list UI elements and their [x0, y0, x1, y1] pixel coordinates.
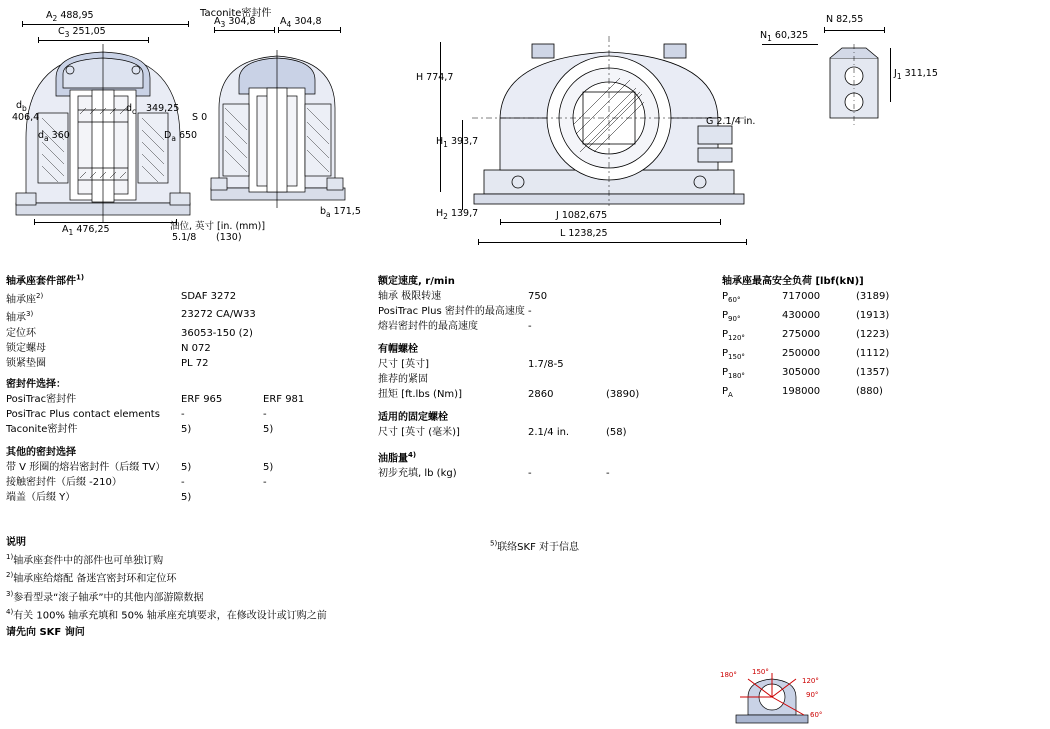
- oil-level-mm: (130): [216, 232, 242, 243]
- dim-A4: $A_4$ 304,8: [280, 16, 322, 29]
- dim-H2: $H_2$ 139,7: [436, 208, 479, 221]
- components-title: 轴承座套件部件$^{1)}$: [6, 273, 85, 287]
- table-row: PosiTrac Plus 密封件的最高速度 -: [378, 306, 532, 317]
- dimline-J: [500, 222, 720, 223]
- table-row: 扭矩 [ft.lbs (Nm)] 2860 (3890): [378, 389, 640, 400]
- notes-block: [6, 535, 327, 640]
- table-row: 接触密封件（后缀 -210） - -: [6, 476, 267, 488]
- table-row: $P_{90^\circ}$ 430000 (1913): [722, 310, 890, 323]
- angle-label-60: 60°: [810, 711, 823, 719]
- dimline-A2: [22, 24, 188, 25]
- dimline-N: [824, 30, 884, 31]
- table-row: 油脂量$^{4)}$: [378, 451, 417, 465]
- table-row: 熔岩密封件的最高速度 -: [378, 321, 532, 332]
- drawings-area: [0, 0, 1050, 262]
- table-row: 轴承 极限转速 750: [378, 291, 548, 302]
- footnote-5: $^{5)}$联络SKF 对于信息: [490, 539, 580, 553]
- dim-N: N 82,55: [826, 14, 864, 25]
- tick: [340, 27, 341, 33]
- table-row: 锁定螺母 N 072: [6, 342, 211, 354]
- table-row: $P_{60^\circ}$ 717000 (3189): [722, 291, 890, 304]
- table-row: 端盖（后缀 Y） 5): [6, 491, 192, 503]
- dim-C3: $C_3$ 251,05: [58, 26, 106, 39]
- dimline-A4: [278, 30, 340, 31]
- dim-H: H 774,7: [416, 72, 454, 83]
- mid-section-drawing: [205, 38, 350, 228]
- oil-level-inch: 5.1/8: [172, 232, 197, 243]
- tick: [38, 37, 39, 43]
- components-rows: [6, 290, 343, 506]
- table-row: 锁紧垫圈 PL 72: [6, 357, 209, 369]
- dim-S: S 0: [192, 112, 208, 123]
- note-item: $^{4)}$有关 100% 轴承充填和 50% 轴承座充填要求，在修改设计或订购之前: [6, 607, 327, 622]
- dim-J1: $J_1$ 311,15: [894, 68, 938, 81]
- table-row: PosiTrac Plus contact elements - -: [6, 408, 267, 420]
- ratings-table: [378, 272, 688, 482]
- tick: [22, 21, 23, 27]
- label-taconite-seal: Taconite密封件: [200, 8, 272, 19]
- notes-title: 说明: [6, 537, 26, 548]
- table-row: Taconite密封件 5) 5): [6, 423, 274, 435]
- tick: [34, 219, 35, 225]
- dim-L: L 1238,25: [560, 228, 608, 239]
- dim-dc-value: 349,25: [146, 103, 180, 114]
- table-row: 推荐的紧固: [378, 374, 428, 385]
- table-row: 尺寸 [英寸] 1.7/8-5: [378, 359, 564, 370]
- angle-label-180: 180°: [720, 671, 737, 679]
- dim-A3: $A_3$ 304,8: [214, 16, 256, 29]
- tick: [720, 219, 721, 225]
- speed-rows: [378, 290, 666, 482]
- table-row: $P_{180^\circ}$ 305000 (1357): [722, 367, 890, 380]
- dim-J: J 1082,675: [556, 210, 608, 221]
- dim-Da: $D_a$ 650: [164, 130, 198, 143]
- table-row: 尺寸 [英寸 (毫米)] 2.1/4 in. (58): [378, 427, 627, 438]
- dim-da: $d_a$ 360: [38, 130, 70, 143]
- dim-db-value: 406,4: [12, 112, 40, 123]
- components-table: [6, 272, 366, 506]
- dim-H1: $H_1$ 393,7: [436, 136, 479, 149]
- table-row: 带 V 形圈的熔岩密封件（后缀 TV） 5) 5): [6, 461, 274, 473]
- dimline-A3: [214, 30, 274, 31]
- dimline-H2: [462, 180, 463, 210]
- speed-title: 额定速度, r/min: [378, 276, 455, 287]
- table-row: $P_{120^\circ}$ 275000 (1223): [722, 329, 890, 342]
- dim-A2: $A_2$ 488,95: [46, 10, 94, 23]
- dimline-C3: [38, 40, 148, 41]
- dim-N1: $N_1$ 60,325: [760, 30, 809, 43]
- dim-G: G 2.1/4 in.: [706, 116, 756, 127]
- table-row: PosiTrac密封件 ERF 965 ERF 981: [6, 393, 305, 405]
- tick: [478, 239, 479, 245]
- tick: [884, 27, 885, 33]
- dim-dc: $d_c$: [126, 103, 137, 116]
- load-angle-diagram: [718, 667, 898, 729]
- loads-rows: [722, 290, 926, 404]
- tick: [274, 27, 275, 33]
- table-row: $P_A$ 198000 (880): [722, 386, 883, 399]
- table-row: 轴承$^{3)}$ 23272 CA/W33: [6, 309, 256, 324]
- dimline-A1: [34, 222, 176, 223]
- note-item: $^{3)}$参看型录“滚子轴承”中的其他内部游隙数据: [6, 589, 204, 603]
- dimline-N1: [762, 44, 818, 45]
- tick: [824, 27, 825, 33]
- table-row: 有帽螺栓: [378, 344, 418, 355]
- loads-table: [722, 272, 1042, 404]
- note-item: $^{2)}$轴承座给熔配 备迷宫密封环和定位环: [6, 571, 177, 585]
- tick: [278, 27, 279, 33]
- angle-label-90: 90°: [806, 691, 819, 699]
- dim-ba: $b_a$ 171,5: [320, 206, 361, 219]
- loads-title: 轴承座最高安全负荷 [lbf(kN)]: [722, 276, 864, 287]
- label-oil-level: 油位, 英寸 [in. (mm)]: [170, 221, 266, 232]
- tick: [188, 21, 189, 27]
- table-row: 密封件选择：: [6, 378, 66, 390]
- table-row: 初步充填, lb (kg) - -: [378, 468, 610, 480]
- angle-label-150: 150°: [752, 668, 769, 676]
- dim-A1: $A_1$ 476,25: [62, 224, 110, 237]
- tick: [500, 219, 501, 225]
- dimline-L: [478, 242, 746, 243]
- note-item: $^{1)}$轴承座套件中的部件也可单独订购: [6, 553, 164, 567]
- ask-skf-note: 请先向 SKF 询问: [6, 627, 85, 639]
- dim-db: $d_b$: [16, 100, 27, 113]
- table-row: 定位环 36053-150 (2): [6, 327, 253, 339]
- angle-label-120: 120°: [802, 677, 819, 685]
- table-row: 轴承座$^{2)}$ SDAF 3272: [6, 291, 237, 306]
- load-angle-svg: [718, 667, 898, 729]
- tick: [148, 37, 149, 43]
- tick: [746, 239, 747, 245]
- table-row: 适用的固定螺栓: [378, 412, 448, 423]
- table-row: $P_{150^\circ}$ 250000 (1112): [722, 348, 890, 361]
- dimline-J1: [890, 48, 891, 102]
- table-row: 其他的密封选择: [6, 446, 76, 458]
- foot-detail-drawing: [824, 42, 884, 130]
- dimline-H: [440, 42, 441, 192]
